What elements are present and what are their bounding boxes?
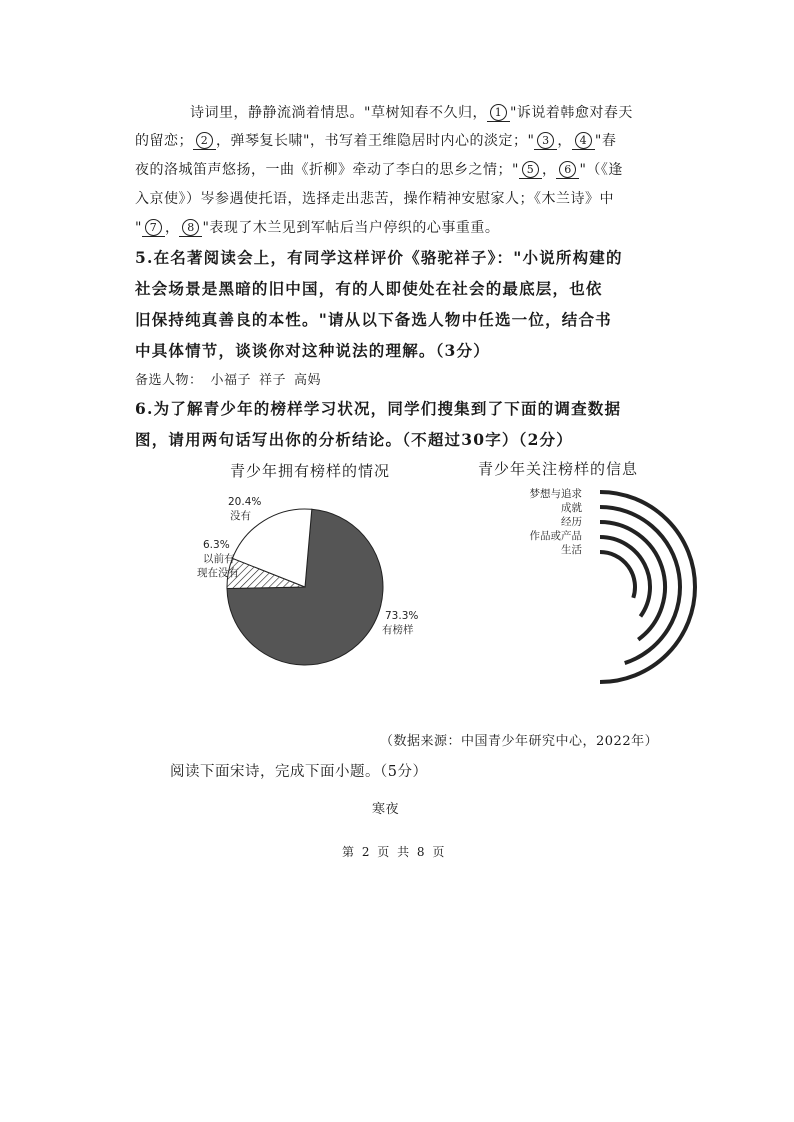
- slice-name-label: 没有: [230, 510, 251, 522]
- passage-text: 诗词里，静静流淌着情思。"草树知春不久归，: [190, 105, 487, 121]
- pie-chart: [180, 485, 420, 675]
- arc-category-label: 生活: [561, 544, 582, 556]
- slice-value-label: 6.3%: [203, 539, 230, 551]
- blank-2: [193, 133, 216, 150]
- passage-text: "表现了木兰见到军帖后当户停织的心事重重。: [202, 220, 500, 236]
- blank-number: 4: [575, 132, 592, 149]
- blank-number: 1: [490, 104, 507, 121]
- blank-3: [534, 133, 557, 150]
- passage-text: 的留恋；: [135, 133, 193, 149]
- passage-text: 夜的洛城笛声悠扬，一曲《折柳》牵动了李白的思乡之情；": [135, 162, 519, 178]
- candidate-name: 祥子: [259, 373, 287, 388]
- blank-6: [556, 162, 579, 179]
- passage-text: "诉说着韩愈对春天: [509, 105, 633, 121]
- candidates-label: 备选人物：: [135, 373, 203, 388]
- pie-chart-title: 青少年拥有榜样的情况: [230, 462, 391, 480]
- arc-chart-title: 青少年关注榜样的信息: [478, 460, 639, 478]
- blank-7: [142, 220, 165, 237]
- data-source-note: （数据来源：中国青少年研究中心，2022年）: [380, 734, 659, 749]
- blank-number: 3: [537, 132, 554, 149]
- slice-name-label: 有榜样: [382, 624, 414, 636]
- candidate-name: 高妈: [294, 373, 322, 388]
- page-footer: 第 2 页 共 8 页: [342, 845, 447, 859]
- slice-name-label: 以前有: [203, 553, 235, 565]
- arc-category-label: 经历: [561, 516, 582, 528]
- passage-text: ，: [164, 220, 180, 236]
- arc-category-label: 梦想与追求: [529, 488, 582, 500]
- slice-value-label: 20.4%: [228, 496, 262, 508]
- passage-text: ，: [541, 162, 557, 178]
- passage-line-1: [190, 102, 633, 122]
- slice-value-label: 73.3%: [385, 610, 419, 622]
- passage-line-3: [135, 159, 623, 179]
- passage-text: 入京使》）岑参遇使托语，选择走出悲苦，操作精神安慰家人；《木兰诗》中: [135, 191, 614, 207]
- candidate-list: [135, 369, 321, 388]
- passage-text: ": [135, 220, 142, 236]
- blank-number: 6: [559, 161, 576, 178]
- candidate-name: 小福子: [210, 373, 252, 388]
- question-6-line-2: 图，请用两句话写出你的分析结论。（不超过30字）（2分）: [135, 430, 573, 449]
- blank-1: [487, 105, 510, 122]
- question-5-line-1: 5.在名著阅读会上，有同学这样评价《骆驼祥子》："小说所构建的: [135, 248, 623, 267]
- slice-name-label: 现在没有: [197, 567, 239, 579]
- arc-category-label: 作品或产品: [529, 530, 582, 542]
- passage-line-2: [135, 130, 616, 150]
- question-5-line-3: 旧保持纯真善良的本性。"请从以下备选人物中任选一位，结合书: [135, 310, 612, 329]
- arc-category-label: 成就: [561, 502, 582, 514]
- poem-instruction: 阅读下面宋诗，完成下面小题。（5分）: [170, 764, 428, 780]
- attention-arc-chart: [500, 480, 710, 695]
- blank-4: [572, 133, 595, 150]
- blank-5: [519, 162, 542, 179]
- attention-arc: [600, 552, 635, 598]
- attention-arc: [600, 537, 650, 616]
- question-5-line-4: 中具体情节，谈谈你对这种说法的理解。（3分）: [135, 341, 490, 360]
- passage-line-5: [135, 217, 499, 237]
- blank-number: 5: [522, 161, 539, 178]
- passage-text: ，弹琴复长啸"，书写着王维隐居时内心的淡定；": [216, 133, 535, 149]
- passage-text: "春: [594, 133, 617, 149]
- poem-title: 寒夜: [372, 802, 400, 817]
- blank-number: 8: [182, 219, 199, 236]
- passage-line-4: [135, 188, 614, 208]
- question-5-line-2: 社会场景是黑暗的旧中国，有的人即使处在社会的最底层，也依: [135, 279, 603, 298]
- blank-number: 2: [196, 132, 213, 149]
- passage-text: ，: [557, 133, 572, 149]
- passage-text: "（《逢: [579, 162, 623, 178]
- blank-8: [179, 220, 202, 237]
- blank-number: 7: [145, 219, 162, 236]
- question-6-line-1: 6.为了解青少年的榜样学习状况，同学们搜集到了下面的调查数据: [135, 399, 622, 418]
